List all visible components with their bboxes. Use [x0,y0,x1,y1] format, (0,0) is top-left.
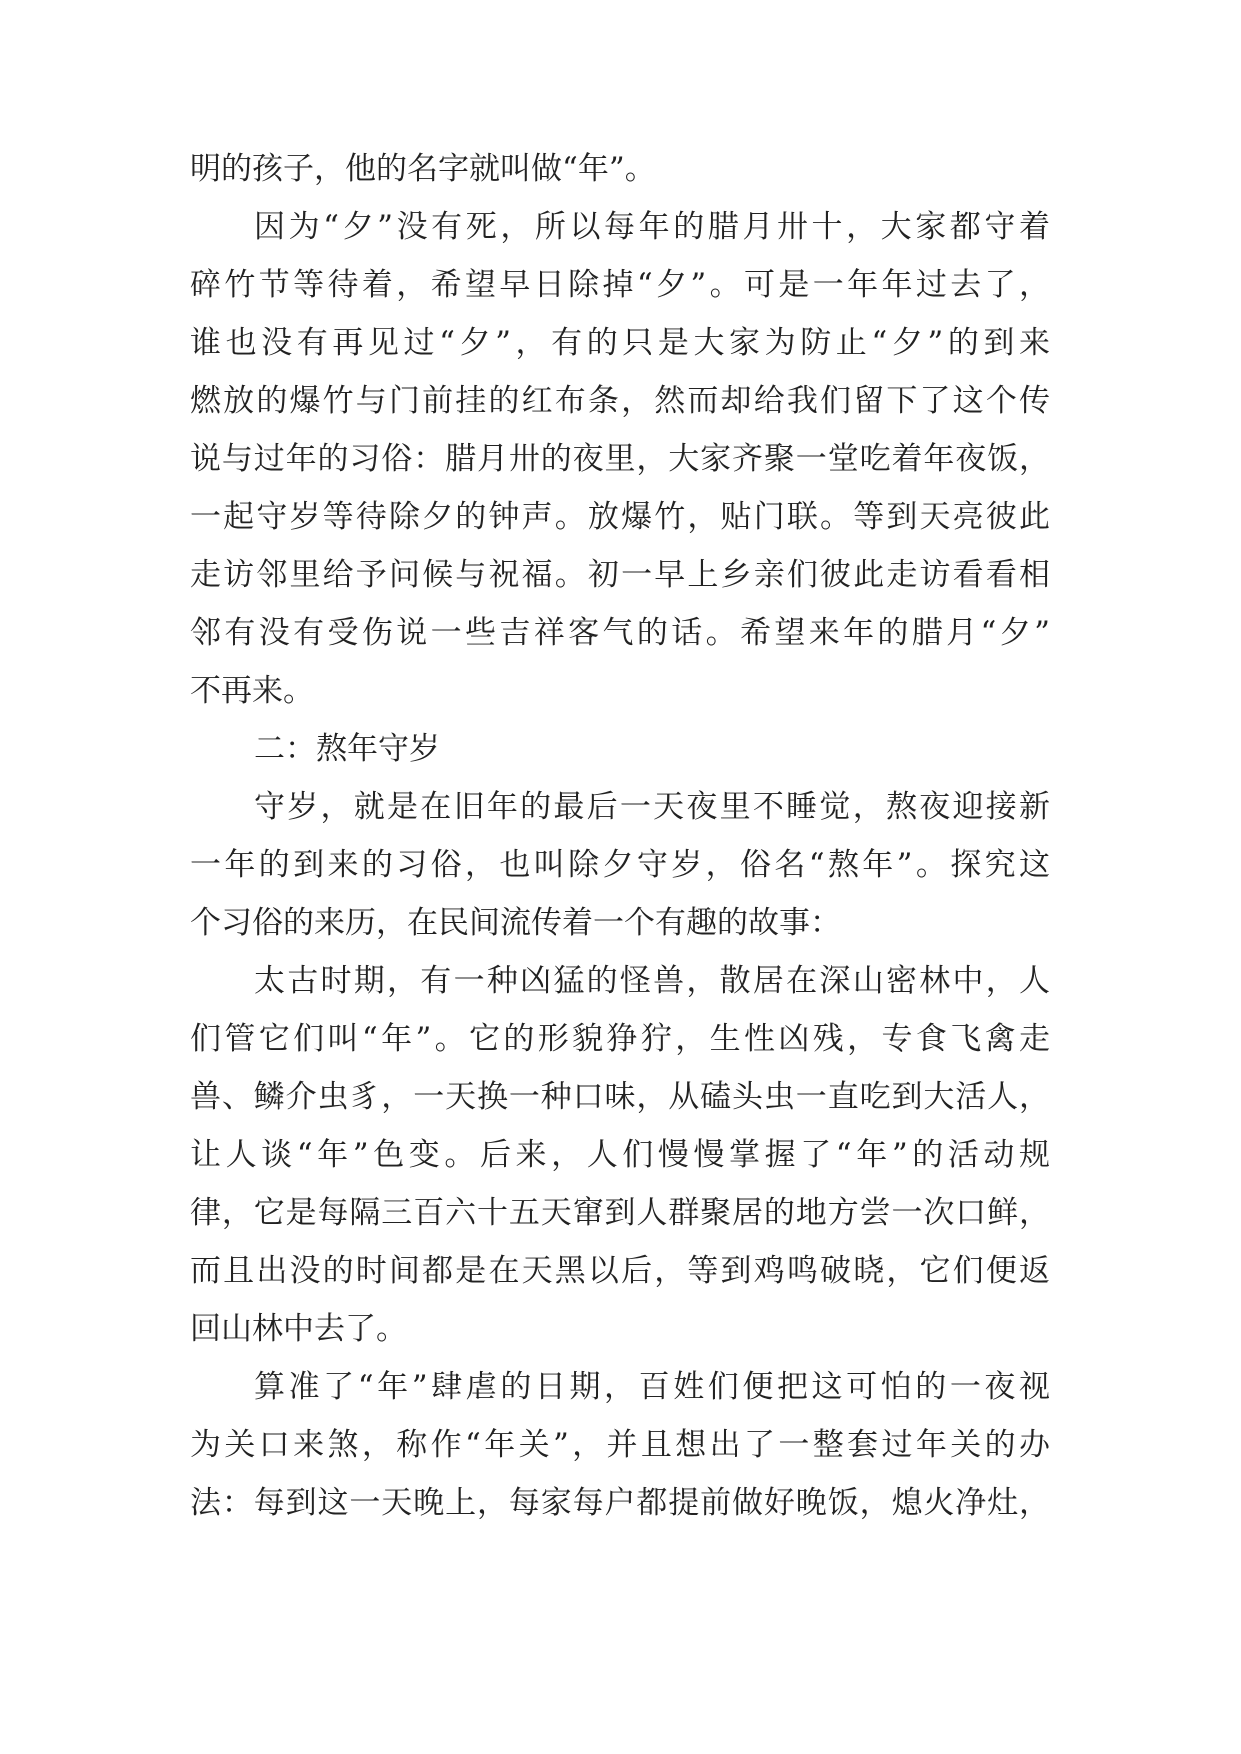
text-line: 一年的到来的习俗，也叫除夕守岁，俗名“熬年”。探究这 [190,847,1050,883]
text-line: 不再来。 [190,673,314,709]
text-line: 走访邻里给予问候与祝福。初一早上乡亲们彼此走访看看相 [190,557,1050,593]
text-line: 守岁，就是在旧年的最后一天夜里不睡觉，熬夜迎接新 [254,789,1050,825]
text-line: 太古时期，有一种凶猛的怪兽，散居在深山密林中，人 [254,963,1050,999]
text-line: 因为“夕”没有死，所以每年的腊月卅十，大家都守着 [254,209,1050,245]
text-line: 谁也没有再见过“夕”，有的只是大家为防止“夕”的到来 [190,325,1050,361]
text-line: 法：每到这一天晚上，每家每户都提前做好晚饭，熄火净灶， [190,1485,1050,1521]
section-heading: 二：熬年守岁 [254,731,440,767]
text-line: 们管它们叫“年”。它的形貌狰狞，生性凶残，专食飞禽走 [190,1021,1050,1057]
text-line: 碎竹节等待着，希望早日除掉“夕”。可是一年年过去了， [190,267,1050,303]
text-line: 一起守岁等待除夕的钟声。放爆竹，贴门联。等到天亮彼此 [190,499,1050,535]
text-line: 个习俗的来历，在民间流传着一个有趣的故事： [190,905,841,941]
text-line: 为关口来煞，称作“年关”，并且想出了一整套过年关的办 [190,1427,1050,1463]
text-line: 邻有没有受伤说一些吉祥客气的话。希望来年的腊月“夕” [190,615,1050,651]
text-line: 律，它是每隔三百六十五天窜到人群聚居的地方尝一次口鲜， [190,1195,1050,1231]
text-line: 明的孩子，他的名字就叫做“年”。 [190,151,656,187]
text-line: 让人谈“年”色变。后来，人们慢慢掌握了“年”的活动规 [190,1137,1050,1173]
document-page [190,140,1050,1532]
text-line: 回山林中去了。 [190,1311,407,1347]
text-line: 算准了“年”肆虐的日期，百姓们便把这可怕的一夜视 [254,1369,1050,1405]
text-line: 而且出没的时间都是在天黑以后，等到鸡鸣破晓，它们便返 [190,1253,1050,1289]
text-line: 说与过年的习俗：腊月卅的夜里，大家齐聚一堂吃着年夜饭， [190,441,1050,477]
text-line: 燃放的爆竹与门前挂的红布条，然而却给我们留下了这个传 [190,383,1050,419]
text-line: 兽、鳞介虫豸，一天换一种口味，从磕头虫一直吃到大活人， [190,1079,1050,1115]
